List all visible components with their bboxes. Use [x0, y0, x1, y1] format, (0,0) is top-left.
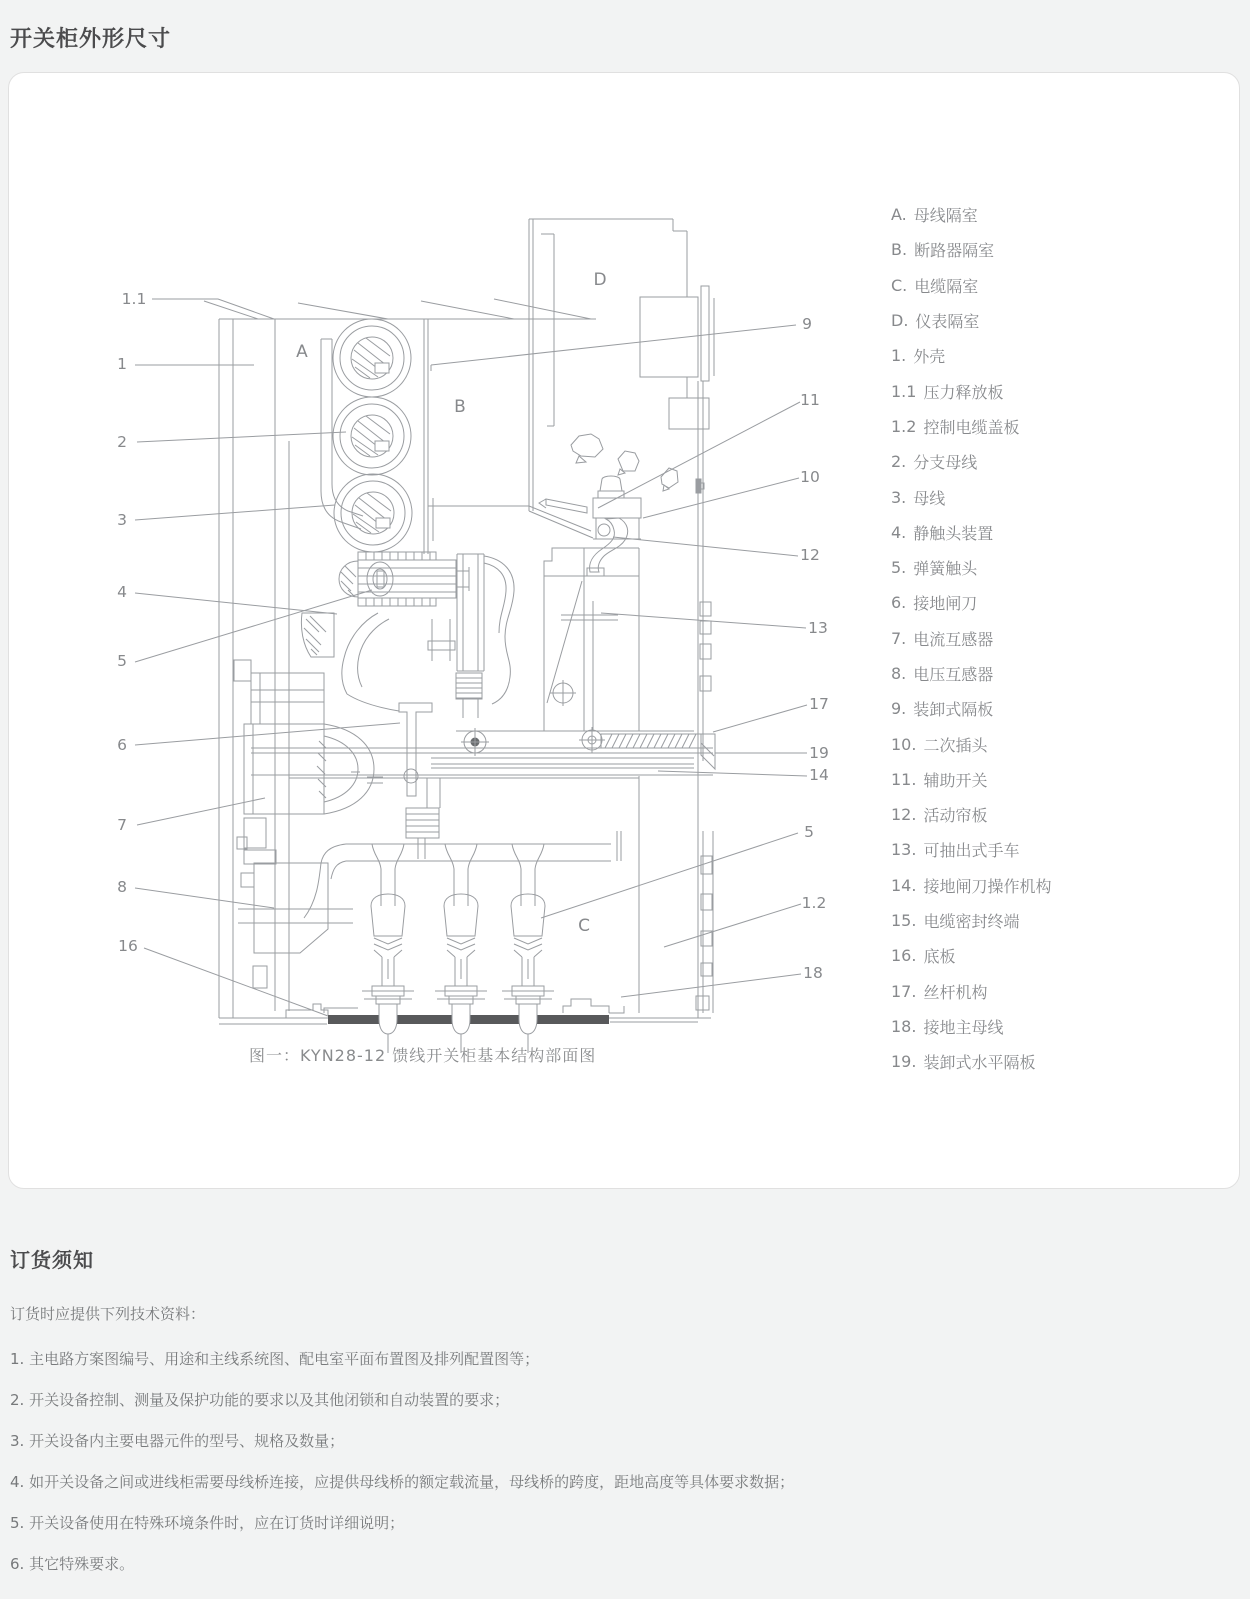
callout-3: 3	[117, 511, 127, 529]
ordering-item: 1. 主电路方案图编号、用途和主线系统图、配电室平面布置图及排列配置图等；	[10, 1350, 540, 1368]
legend-item: 3. 母线	[891, 487, 946, 508]
legend-item: 14. 接地闸刀操作机构	[891, 875, 1052, 896]
ordering-item: 4. 如开关设备之间或进线柜需要母线桥连接，应提供母线桥的额定载流量，母线桥的跨度，距地高度等具体要求数据；	[10, 1473, 795, 1491]
ordering-intro: 订货时应提供下列技术资料：	[10, 1305, 206, 1323]
legend-item: 17. 丝杆机构	[891, 981, 988, 1002]
figure-panel	[8, 72, 1240, 1189]
callout-1: 1	[117, 355, 127, 373]
leader-lines	[135, 299, 807, 1016]
ordering-item: 6. 其它特殊要求。	[10, 1555, 135, 1573]
legend-item: 10. 二次插头	[891, 734, 988, 755]
legend-item: 7. 电流互感器	[891, 628, 994, 649]
busbar-compartment	[321, 319, 428, 554]
callout-4: 4	[117, 583, 127, 601]
partition-rails-and-screw	[251, 727, 715, 778]
legend-item: 5. 弹簧触头	[891, 558, 978, 579]
callout-11: 11	[800, 391, 820, 409]
callout-7: 7	[117, 816, 127, 834]
legend-item: 8. 电压互感器	[891, 664, 994, 684]
cable-compartment	[286, 776, 639, 1053]
diagram-callouts	[117, 270, 829, 982]
ordering-item: 2. 开关设备控制、测量及保护功能的要求以及其他闭锁和自动装置的要求；	[10, 1391, 510, 1409]
current-transformer	[234, 660, 374, 864]
withdrawable-truck	[544, 548, 639, 731]
switchgear-section-diagram	[9, 73, 1239, 1188]
callout-9: 9	[802, 315, 812, 333]
legend-item: D. 仪表隔室	[891, 311, 980, 332]
legend-item: 13. 可抽出式手车	[891, 840, 1020, 861]
legend-item: 1. 外壳	[891, 346, 946, 367]
breaker-pole	[342, 554, 514, 718]
ordering-item: 5. 开关设备使用在特殊环境条件时，应在订货时详细说明；	[10, 1514, 405, 1532]
compartment-letter-d: D	[593, 270, 607, 290]
callout-5-left: 5	[117, 652, 127, 670]
legend-item: 1.2 控制电缆盖板	[891, 416, 1020, 437]
callout-19: 19	[809, 744, 829, 762]
secondary-plug-and-curtain	[428, 476, 641, 576]
legend-item: 11. 辅助开关	[891, 769, 988, 790]
ordering-section-heading: 订货须知	[10, 1248, 94, 1272]
callout-10: 10	[800, 468, 820, 486]
callout-13: 13	[808, 619, 828, 637]
ordering-item: 3. 开关设备内主要电器元件的型号、规格及数量；	[10, 1432, 345, 1450]
callout-16: 16	[118, 937, 138, 955]
callout-2: 2	[117, 433, 127, 451]
callout-14: 14	[809, 766, 829, 784]
legend-item: A. 母线隔室	[891, 205, 978, 226]
callout-5-right: 5	[804, 823, 814, 841]
legend-item: C. 电缆隔室	[891, 275, 979, 296]
legend-item: 9. 装卸式隔板	[891, 699, 994, 720]
legend-item: 1.1 压力释放板	[891, 381, 1004, 402]
callout-1-1: 1.1	[121, 290, 147, 308]
ordering-list	[10, 1338, 794, 1584]
callout-17: 17	[809, 695, 829, 713]
legend-item: 15. 电缆密封终端	[891, 911, 1020, 932]
callout-12: 12	[800, 546, 820, 564]
callout-8: 8	[117, 878, 127, 896]
page-title: 开关柜外形尺寸	[10, 27, 172, 52]
legend-item: B. 断路器隔室	[891, 240, 995, 261]
compartment-letter-b: B	[454, 397, 466, 417]
callout-6: 6	[117, 736, 127, 754]
legend-item: 18. 接地主母线	[891, 1016, 1004, 1037]
parts-legend	[891, 197, 1051, 1079]
legend-item: 4. 静触头装置	[891, 522, 994, 543]
figure-caption: 图一：KYN28-12 馈线开关柜基本结构部面图	[249, 1046, 597, 1065]
legend-item: 12. 活动帘板	[891, 805, 988, 826]
break-view-debris	[571, 434, 678, 491]
legend-item: 19. 装卸式水平隔板	[891, 1052, 1036, 1073]
callout-1-2: 1.2	[801, 894, 827, 912]
rear-frame-channel	[696, 381, 713, 1018]
legend-item: 16. 底板	[891, 946, 956, 967]
legend-item: 6. 接地闸刀	[891, 593, 978, 614]
legend-item: 2. 分支母线	[891, 452, 978, 473]
callout-18: 18	[803, 964, 823, 982]
compartment-letter-a: A	[296, 342, 308, 362]
compartment-letter-c: C	[578, 916, 590, 936]
voltage-transformer	[238, 863, 353, 988]
